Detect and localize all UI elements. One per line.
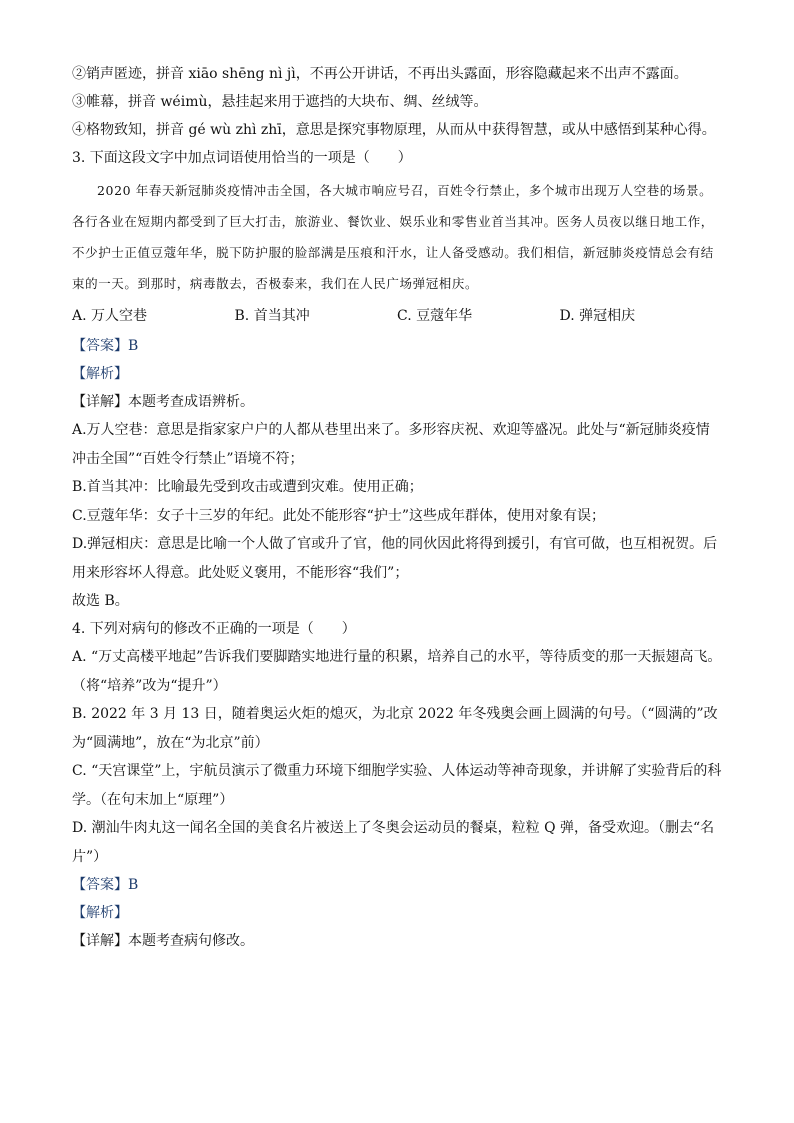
question-3-conclusion: 故选 B。 bbox=[72, 593, 129, 609]
question-4-detail-intro: 【详解】本题考查病句修改。 bbox=[72, 933, 254, 949]
question-4-option-a: A. “万丈高楼平地起”告诉我们要脚踏实地进行量的积累，培养自己的水平，等待质变的那一天振翅高飞。（将“培养”改为“提升”） bbox=[72, 649, 722, 694]
question-4-option-c: C. “天宫课堂”上，宇航员演示了微重力环境下细胞学实验、人体运动等神奇现象，并讲解了实验背后的科学。（在句末加上“原理”） bbox=[72, 763, 722, 808]
question-3-detail-d: D.弹冠相庆：意思是比喻一个人做了官或升了官，他的同伙因此将得到援引，有官可做，也互相祝贺。后用来形容坏人得意。此处贬义褒用，不能形容“我们”； bbox=[72, 536, 718, 581]
question-4-answer: 【答案】B bbox=[72, 877, 139, 893]
question-3-option-a: A. 万人空巷 bbox=[72, 308, 148, 324]
question-3-stem: 3. 下面这段文字中加点词语使用恰当的一项是（ ） bbox=[72, 150, 412, 166]
question-3-detail-b: B.首当其冲：比喻最先受到攻击或遭到灾难。使用正确； bbox=[72, 479, 423, 495]
question-3-option-b: B. 首当其冲 bbox=[234, 308, 310, 324]
question-3-option-d: D. 弹冠相庆 bbox=[559, 308, 636, 324]
question-3-passage: 2020 年春天新冠肺炎疫情冲击全国，各大城市响应号召，百姓令行禁止，多个城市出现万人空巷的场景。各行各业在短期内都受到了巨大打击，旅游业、餐饮业、娱乐业和零售业首当其冲。医务人员夜以继日地工作，不少护士正值豆蔻年华，脱下防护服的脸部满是压痕和汗水，让人备受感动。我们相信，新冠肺炎疫情总会有结束的一天。到那时，病毒散去，否极泰来，我们在人民广场弹冠相庆。 bbox=[72, 183, 714, 291]
question-4-analysis-label: 【解析】 bbox=[72, 905, 128, 921]
question-3-options bbox=[72, 301, 722, 332]
word-note-2: ②销声匿迹，拼音 xiāo shēng nì jì，不再公开讲话，不再出头露面，形容隐藏起来不出声不露面。 bbox=[72, 66, 688, 82]
question-3-detail-intro: 【详解】本题考查成语辨析。 bbox=[72, 394, 254, 410]
document-page bbox=[72, 60, 722, 955]
question-4-stem: 4. 下列对病句的修改不正确的一项是（ ） bbox=[72, 621, 356, 637]
question-3-detail-c: C.豆蔻年华：女子十三岁的年纪。此处不能形容“护士”这些成年群体，使用对象有误； bbox=[72, 507, 605, 524]
question-3-analysis-label: 【解析】 bbox=[72, 366, 128, 382]
question-3-option-c: C. 豆蔻年华 bbox=[397, 308, 473, 324]
word-note-4: ④格物致知，拼音 gé wù zhì zhī，意思是探究事物原理，从而从中获得智慧，或从中感悟到某种心得。 bbox=[72, 122, 716, 138]
question-3-answer: 【答案】B bbox=[72, 338, 139, 354]
question-4-option-b: B. 2022 年 3 月 13 日，随着奥运火炬的熄灭，为北京 2022 年冬残奥会画上圆满的句号。（“圆满的”改为“圆满地”，放在“为北京”前） bbox=[72, 706, 718, 751]
word-note-3: ③帷幕，拼音 wéimù，悬挂起来用于遮挡的大块布、绸、丝绒等。 bbox=[72, 94, 488, 110]
question-4-option-d: D. 潮汕牛肉丸这一闻名全国的美食名片被送上了冬奥会运动员的餐桌，粒粒 Q 弹，备受欢迎。（删去“名片”） bbox=[72, 820, 715, 865]
question-3-detail-a: A.万人空巷：意思是指家家户户的人都从巷里出来了。多形容庆祝、欢迎等盛况。此处与“新冠肺炎疫情冲击全国”“百姓令行禁止”语境不符； bbox=[72, 422, 710, 467]
